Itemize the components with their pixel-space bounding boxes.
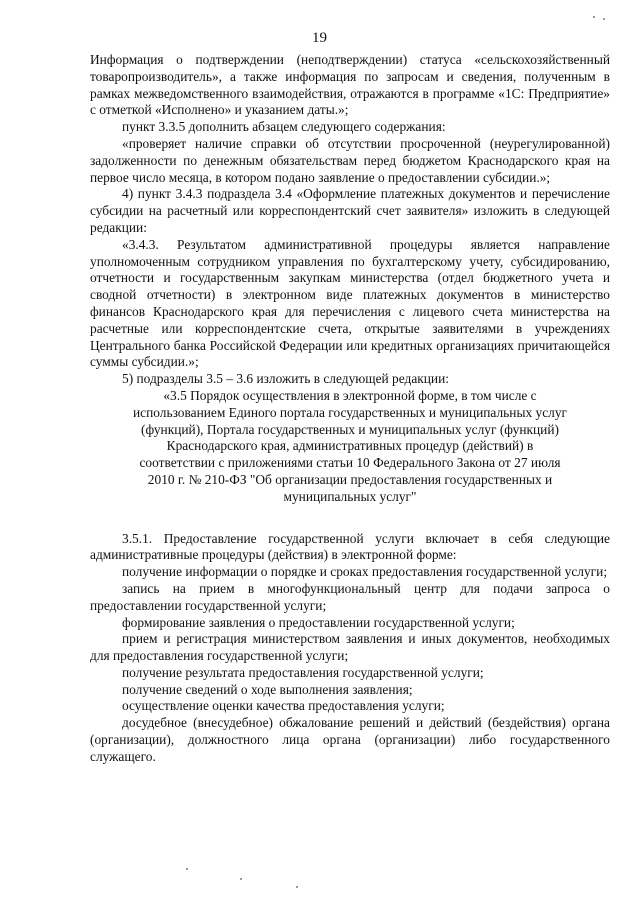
page-number: 19 xyxy=(312,30,327,46)
scan-speck xyxy=(603,18,605,20)
list-item: досудебное (внесудебное) обжалование решений и действий (бездействия) органа (организации), должностного лица органа (организации) либо государственного служащего. xyxy=(90,715,610,764)
paragraph-343-result: «3.4.3. Результатом административной процедуры является направление уполномоченным сотрудником управления по бухгалтерскому учету, субсидированию, отчетности и государственным закупкам министерства (отдел бюджетного учета и сводной отчетности) в электронном виде платежных документов в министерство финансов Краснодарского края для перечисления с лицевого счета министерства на расчетные или корреспондентские счета, открытые заявителями в учреждениях Центрального банка Российской Федерации или кредитных организациях причитающейся суммы субсидии.»; xyxy=(90,236,610,370)
list-item: получение сведений о ходе выполнения заявления; xyxy=(122,681,413,697)
scan-speck xyxy=(296,886,298,888)
paragraph-point-335: пункт 3.3.5 дополнить абзацем следующего содержания: xyxy=(122,119,446,135)
section-heading-35: «3.5 Порядок осуществления в электронной форме, в том числе с использованием Единого портала государственных и муниципальных услуг (функций), Портала государственных и муниципальных услуг (функций) Краснодарского края, административных процедур (действий) в соответствии с приложениями статьи 10 Федерального Закона от 27 июля 2010 г. № 210-ФЗ "Об организации предоставления государственных и муниципальных услуг" xyxy=(132,387,568,504)
list-item: получение результата предоставления государственной услуги; xyxy=(122,664,484,680)
paragraph-351: 3.5.1. Предоставление государственной услуги включает в себя следующие административные процедуры (действия) в электронной форме: xyxy=(90,530,610,563)
paragraph-status-info: Информация о подтверждении (неподтверждении) статуса «сельскохозяйственный товаропроизводитель», а также информация по запросам и сведения, полученным в рамках межведомственного взаимодействия, отражаются в программе «1С: Предприятие» с отметкой «Исполнено» и указанием даты.»; xyxy=(90,52,610,118)
scan-speck xyxy=(593,16,595,18)
scan-speck xyxy=(186,868,188,870)
paragraph-check-certificate: «проверяет наличие справки об отсутствии просроченной (неурегулированной) задолженности по денежным обязательствам перед бюджетом Краснодарского края на первое число месяца, в котором подано заявление о предоставлении субсидии.»; xyxy=(90,135,610,185)
paragraph-point-343: 4) пункт 3.4.3 подраздела 3.4 «Оформление платежных документов и перечисление субсидии на расчетный или корреспондентский счет заявителя» изложить в следующей редакции: xyxy=(90,186,610,235)
list-item: формирование заявления о предоставлении государственной услуги; xyxy=(122,614,515,630)
scan-speck xyxy=(240,878,242,880)
list-item: прием и регистрация министерством заявления и иных документов, необходимых для предоставления государственной услуги; xyxy=(90,631,610,664)
document-body xyxy=(90,52,610,766)
paragraph-subsections-35-36: 5) подразделы 3.5 – 3.6 изложить в следующей редакции: xyxy=(122,371,449,387)
list-item: запись на прием в многофункциональный центр для подачи запроса о предоставлении государственной услуги; xyxy=(90,580,610,613)
list-item: осуществление оценки качества предоставления услуги; xyxy=(122,698,445,714)
list-item: получение информации о порядке и сроках предоставления государственной услуги; xyxy=(122,564,608,580)
